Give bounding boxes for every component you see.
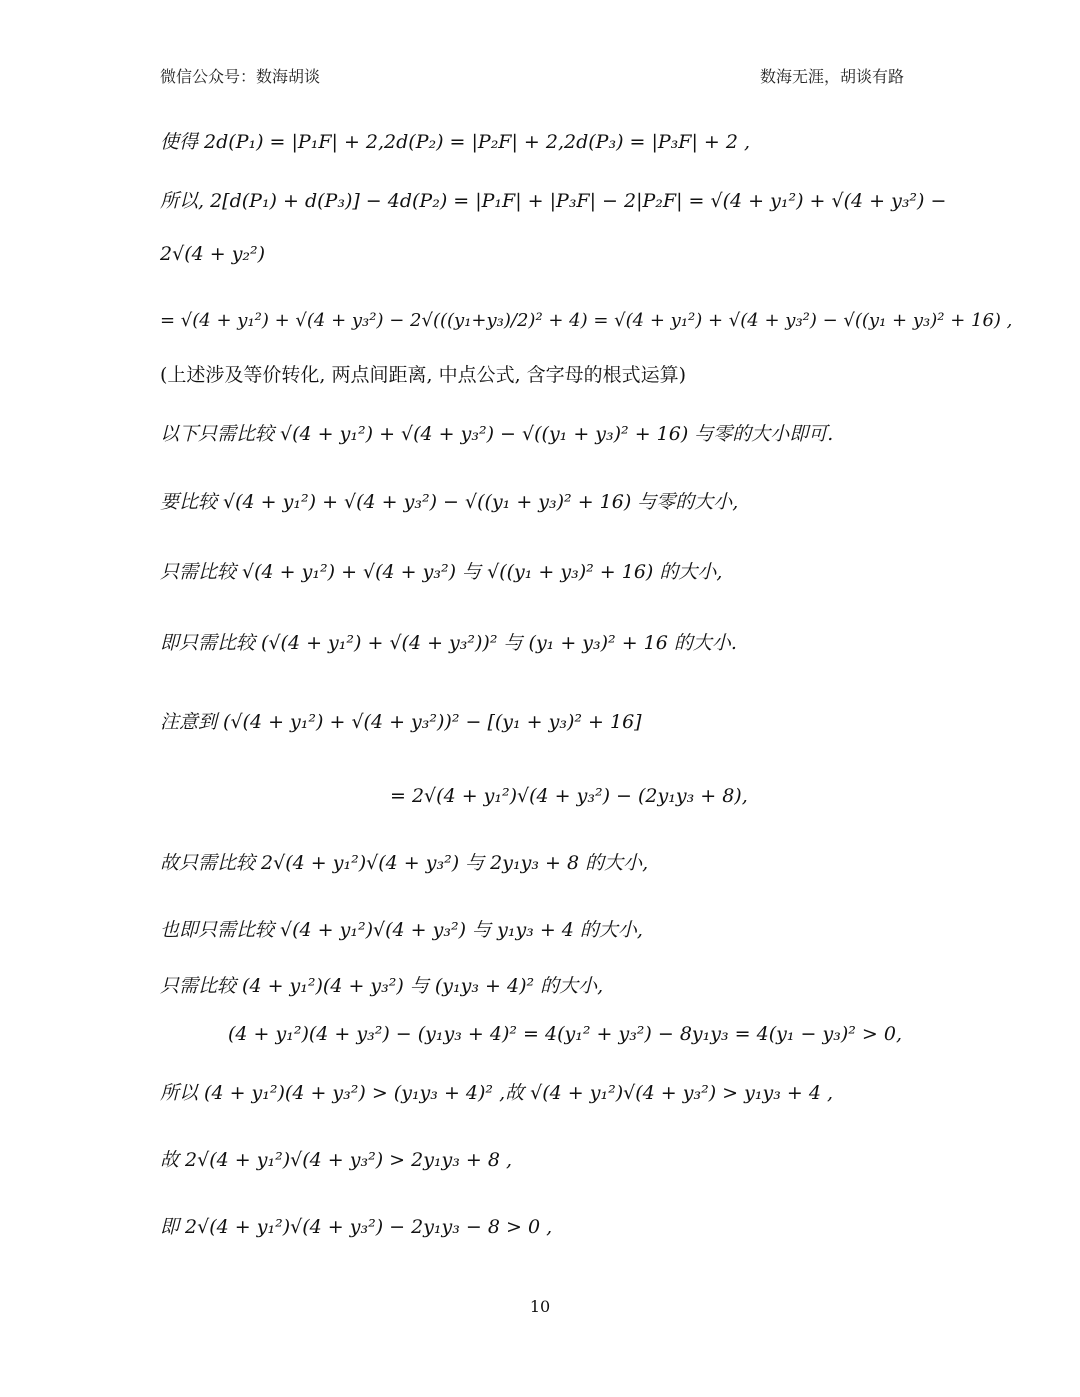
math-line-12: 也即只需比较 √(4 + y₁²)√(4 + y₃²) 与 y₁y₃ + 4 的大小,	[160, 919, 643, 941]
math-line-15: 所以 (4 + y₁²)(4 + y₃²) > (y₁y₃ + 4)² ,故 √(4 + y₁²)√(4 + y₃²) > y₁y₃ + 4 ,	[160, 1082, 833, 1104]
math-line-3: 2√(4 + y₂²)	[160, 243, 266, 265]
math-line-10: = 2√(4 + y₁²)√(4 + y₃²) − (2y₁y₃ + 8),	[390, 785, 748, 807]
math-line-8: 即只需比较 (√(4 + y₁²) + √(4 + y₃²))² 与 (y₁ + y₃)² + 16 的大小.	[160, 632, 737, 654]
math-line-4: = √(4 + y₁²) + √(4 + y₃²) − 2√(((y₁+y₃)/2)² + 4) = √(4 + y₁²) + √(4 + y₃²) − √((y₁ + y₃)² + 16) ,	[160, 310, 1013, 331]
math-line-6: 要比较 √(4 + y₁²) + √(4 + y₃²) − √((y₁ + y₃)² + 16) 与零的大小,	[160, 491, 739, 513]
math-line-9: 注意到 (√(4 + y₁²) + √(4 + y₃²))² − [(y₁ + y₃)² + 16]	[160, 711, 642, 733]
math-line-17: 即 2√(4 + y₁²)√(4 + y₃²) − 2y₁y₃ − 8 > 0 ,	[160, 1216, 553, 1238]
math-line-5: 以下只需比较 √(4 + y₁²) + √(4 + y₃²) − √((y₁ + y₃)² + 16) 与零的大小即可.	[160, 423, 834, 445]
note-line: (上述涉及等价转化, 两点间距离, 中点公式, 含字母的根式运算)	[160, 364, 687, 386]
math-line-7: 只需比较 √(4 + y₁²) + √(4 + y₃²) 与 √((y₁ + y₃)² + 16) 的大小,	[160, 561, 723, 583]
math-line-2: 所以, 2[d(P₁) + d(P₃)] − 4d(P₂) = |P₁F| + |P₃F| − 2|P₂F| = √(4 + y₁²) + √(4 + y₃²) −	[160, 190, 947, 212]
header-left: 微信公众号：数海胡谈	[160, 67, 321, 86]
math-line-11: 故只需比较 2√(4 + y₁²)√(4 + y₃²) 与 2y₁y₃ + 8 的大小,	[160, 852, 649, 874]
math-line-13: 只需比较 (4 + y₁²)(4 + y₃²) 与 (y₁y₃ + 4)² 的大小,	[160, 975, 604, 997]
page-number: 10	[529, 1297, 551, 1316]
header-right: 数海无涯，胡谈有路	[759, 67, 904, 86]
math-line-14: (4 + y₁²)(4 + y₃²) − (y₁y₃ + 4)² = 4(y₁² + y₃²) − 8y₁y₃ = 4(y₁ − y₃)² > 0,	[228, 1023, 902, 1045]
math-line-1: 使得 2d(P₁) = |P₁F| + 2,2d(P₂) = |P₂F| + 2,2d(P₃) = |P₃F| + 2 ,	[160, 131, 751, 153]
math-line-16: 故 2√(4 + y₁²)√(4 + y₃²) > 2y₁y₃ + 8 ,	[160, 1149, 513, 1171]
